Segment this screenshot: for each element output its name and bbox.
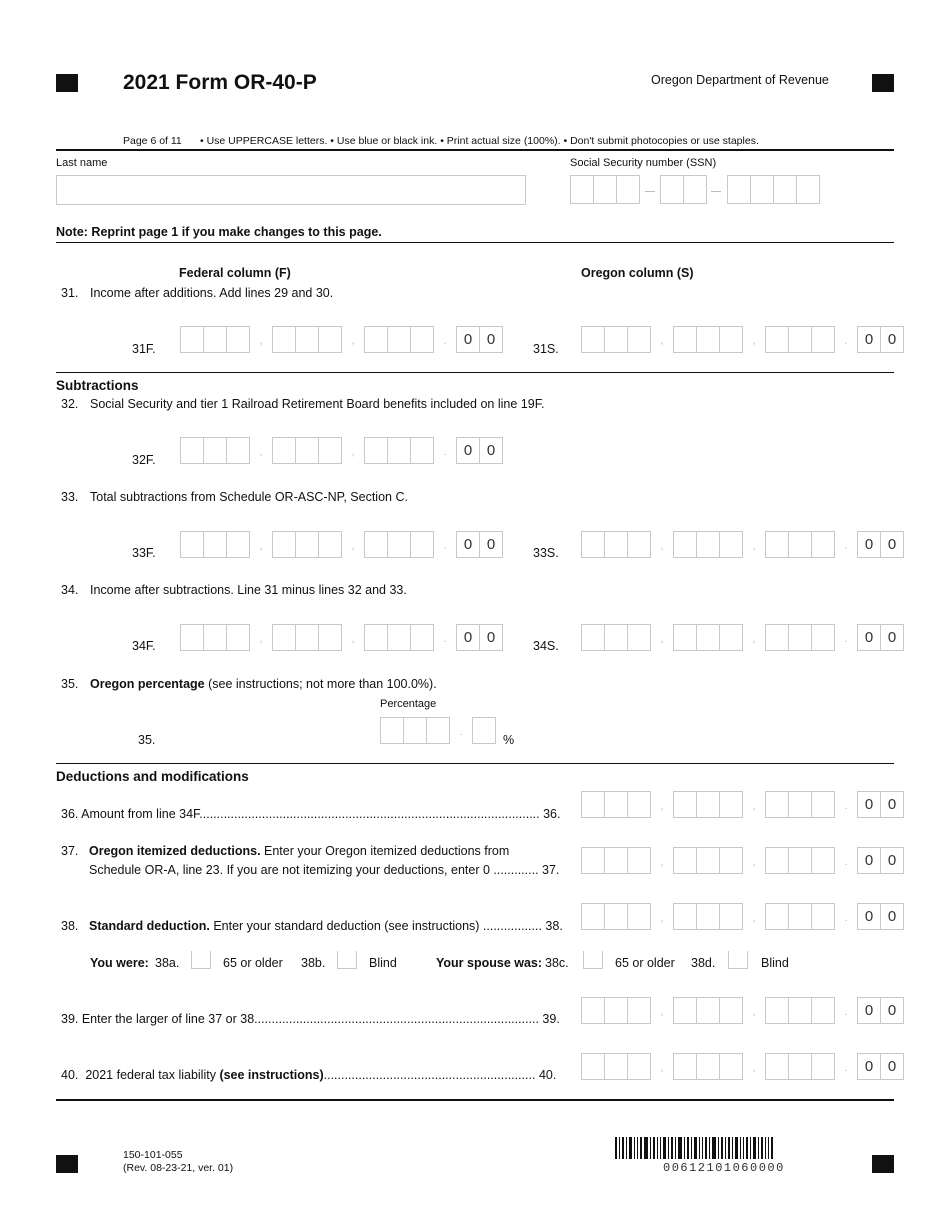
divider <box>56 1099 894 1101</box>
last-name-field[interactable] <box>56 175 526 205</box>
line-33-number: 33. <box>61 490 79 504</box>
federal-column-heading: Federal column (F) <box>179 266 291 280</box>
revision: (Rev. 08-23-21, ver. 01) <box>123 1162 234 1174</box>
line-35-label: 35. <box>138 733 156 747</box>
line-34f-amount[interactable]: , , . 0 0 <box>180 624 503 651</box>
subtractions-heading: Subtractions <box>56 378 139 393</box>
line-32-text: Social Security and tier 1 Railroad Retirement Board benefits included on line 19F. <box>90 397 545 411</box>
line-38d-label: 38d. <box>691 956 716 970</box>
ssn-dash <box>711 191 721 192</box>
oregon-column-heading: Oregon column (S) <box>581 266 694 280</box>
65-or-older-label: 65 or older <box>615 956 675 970</box>
line-40-leader: ............................................................. 40. <box>323 1068 557 1082</box>
line-34s-amount[interactable]: , , . 0 0 <box>581 624 904 651</box>
line-35-percentage[interactable]: . <box>380 717 496 744</box>
line-33f-amount[interactable]: , , . 0 0 <box>180 531 503 558</box>
ssn-label: Social Security number (SSN) <box>570 157 717 169</box>
line-39-text: 39. Enter the larger of line 37 or 38.................................................................................. 39. <box>61 1012 560 1026</box>
line-34s-label: 34S. <box>533 639 559 653</box>
line-33f-label: 33F. <box>132 546 156 560</box>
line-31f-amount[interactable]: , , . 0 0 <box>180 326 503 353</box>
registration-mark <box>56 1155 78 1173</box>
deductions-heading: Deductions and modifications <box>56 769 249 784</box>
line-32-number: 32. <box>61 397 79 411</box>
line-33s-label: 33S. <box>533 546 559 560</box>
line-35-text: (see instructions; not more than 100.0%). <box>204 677 437 691</box>
line-38b-label: 38b. <box>301 956 326 970</box>
line-34-text: Income after subtractions. Line 31 minus lines 32 and 33. <box>90 583 407 597</box>
ssn-part-3[interactable] <box>727 175 820 204</box>
checkbox-38a[interactable] <box>191 951 211 969</box>
line-36-amount[interactable]: , , . 0 0 <box>581 791 904 818</box>
line-37-text-2: Schedule OR-A, line 23. If you are not itemizing your deductions, enter 0 ............. 37. <box>89 863 560 877</box>
line-37-text: Enter your Oregon itemized deductions from <box>260 844 510 858</box>
blind-label: Blind <box>761 956 789 970</box>
line-34f-label: 34F. <box>132 639 156 653</box>
spouse-was-label: Your spouse was: <box>436 956 543 970</box>
line-40-text: 40. 2021 federal tax liability <box>61 1068 220 1082</box>
divider <box>56 149 894 151</box>
line-40-amount[interactable]: , , . 0 0 <box>581 1053 904 1080</box>
ssn-part-1[interactable] <box>570 175 640 204</box>
line-31s-label: 31S. <box>533 342 559 356</box>
line-38-number: 38. <box>61 919 79 933</box>
checkbox-38d[interactable] <box>728 951 748 969</box>
form-title: 2021 Form OR-40-P <box>123 71 317 94</box>
barcode <box>615 1137 825 1159</box>
line-32f-label: 32F. <box>132 453 156 467</box>
65-or-older-label: 65 or older <box>223 956 283 970</box>
line-37-amount[interactable]: , , . 0 0 <box>581 847 904 874</box>
ssn-dash <box>645 191 655 192</box>
blind-label: Blind <box>369 956 397 970</box>
line-38-bold: Standard deduction. <box>89 919 210 933</box>
line-40-bold: (see instructions) <box>219 1068 324 1082</box>
print-instructions: • Use UPPERCASE letters. • Use blue or black ink. • Print actual size (100%). • Don't submit photocopies or use staples. <box>200 135 759 147</box>
line-38a-label: 38a. <box>155 956 180 970</box>
percentage-label: Percentage <box>380 698 437 710</box>
you-were-label: You were: <box>90 956 149 970</box>
registration-mark <box>872 1155 894 1173</box>
form-code: 150-101-055 <box>123 1149 183 1161</box>
barcode-number: 00612101060000 <box>663 1161 785 1175</box>
line-38c-label: 38c. <box>545 956 569 970</box>
registration-mark <box>872 74 894 92</box>
divider <box>56 372 894 373</box>
ssn-part-2[interactable] <box>660 175 707 204</box>
line-33-text: Total subtractions from Schedule OR-ASC-NP, Section C. <box>90 490 408 504</box>
line-32f-amount[interactable]: , , . 0 0 <box>180 437 503 464</box>
line-37-bold: Oregon itemized deductions. <box>89 844 261 858</box>
line-31s-amount[interactable]: , , . 0 0 <box>581 326 904 353</box>
reprint-note: Note: Reprint page 1 if you make changes to this page. <box>56 225 382 239</box>
line-36-text: 36. Amount from line 34F.................................................................................................. 36. <box>61 807 561 821</box>
line-33s-amount[interactable]: , , . 0 0 <box>581 531 904 558</box>
line-38-amount[interactable]: , , . 0 0 <box>581 903 904 930</box>
line-31-number: 31. <box>61 286 79 300</box>
line-39-amount[interactable]: , , . 0 0 <box>581 997 904 1024</box>
agency-name: Oregon Department of Revenue <box>651 73 829 87</box>
last-name-label: Last name <box>56 157 108 169</box>
line-31f-label: 31F. <box>132 342 156 356</box>
checkbox-38c[interactable] <box>583 951 603 969</box>
line-34-number: 34. <box>61 583 79 597</box>
line-37-number: 37. <box>61 844 79 858</box>
divider <box>56 763 894 764</box>
line-38-text: Enter your standard deduction (see instructions) ................. 38. <box>209 919 563 933</box>
page-info: Page 6 of 11 <box>123 135 182 147</box>
percent-sign: % <box>503 733 515 747</box>
line-35-bold: Oregon percentage <box>90 677 205 691</box>
checkbox-38b[interactable] <box>337 951 357 969</box>
divider <box>56 242 894 243</box>
line-35-number: 35. <box>61 677 79 691</box>
line-31-text: Income after additions. Add lines 29 and 30. <box>90 286 334 300</box>
registration-mark <box>56 74 78 92</box>
